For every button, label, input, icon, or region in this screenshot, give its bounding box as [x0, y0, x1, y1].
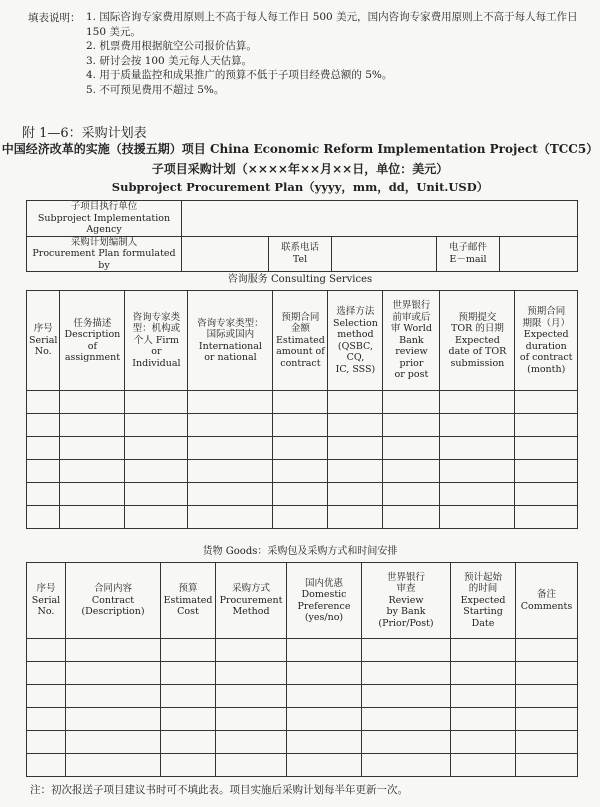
email-value-cell[interactable]: [500, 236, 578, 272]
table-row: [27, 391, 578, 414]
note-item: 4. 用于质量监控和成果推广的预算不低于子项目经费总额的 5%。: [86, 69, 393, 81]
header-serial: 序号 Serial No.: [27, 563, 66, 639]
header-bank-review: 世界银行 审查 Review by Bank (Prior/Post): [362, 563, 451, 639]
document-subtitle-en: Subproject Procurement Plan（yyyy，mm，dd，Unit.USD）: [111, 180, 489, 194]
footer-note: 注：初次报送子项目建议书时可不填此表。项目实施后采购计划每半年更新一次。: [30, 784, 408, 796]
document-title: 中国经济改革的实施（技援五期）项目 China Economic Reform Implementation Project（TCC5）: [1, 142, 599, 156]
note-item: 3. 研讨会按 100 美元每人天估算。: [86, 54, 253, 67]
formulated-by-label: 采购计划编制人 Procurement Plan formulated by: [27, 236, 182, 272]
table-row: [27, 754, 578, 777]
table-row: [27, 639, 578, 662]
header-tor-date: 预期提交 TOR 的日期 Expected date of TOR submission: [440, 291, 515, 391]
tel-label: 联系电话 Tel: [269, 236, 332, 272]
formulated-by-value-cell[interactable]: [182, 236, 269, 272]
header-starting-date: 预计起始 的时间 Expected Starting Date: [451, 563, 516, 639]
table-row: [27, 662, 578, 685]
appendix-label: 附 1—6：采购计划表: [22, 126, 147, 141]
note-item: 5. 不可预见费用不超过 5%。: [86, 83, 225, 96]
header-bank-review: 世界银行 前审或后 审 World Bank review prior or post: [383, 291, 440, 391]
tel-value-cell[interactable]: [332, 236, 437, 272]
document-subtitle: 子项目采购计划（××××年××月××日，单位：美元）: [151, 162, 449, 176]
table-row: [27, 437, 578, 460]
notes-heading: 填表说明：: [28, 12, 81, 24]
header-domestic-preference: 国内优惠 Domestic Preference (yes/no): [287, 563, 362, 639]
agency-label: 子项目执行单位 Subproject Implementation Agency: [27, 201, 182, 237]
table-row: [27, 460, 578, 483]
table-row: [27, 685, 578, 708]
consulting-services-table: [26, 290, 578, 529]
note-item: 1. 国际咨询专家费用原则上不高于每人每工作日 500 美元，国内咨询专家费用原则上不高于每人每工作日 150 美元。: [86, 11, 578, 38]
email-label: 电子邮件 E－mail: [437, 236, 500, 272]
header-amount: 预期合同 金额 Estimated amount of contract: [273, 291, 328, 391]
consulting-section-label: 咨询服务 Consulting Services: [227, 274, 373, 285]
notes-list: [86, 10, 586, 97]
agency-value-cell[interactable]: [182, 201, 578, 237]
table-row: [27, 708, 578, 731]
table-row: [27, 506, 578, 529]
note-item: 2. 机票费用根据航空公司报价估算。: [86, 40, 257, 52]
header-cost: 预算 Estimated Cost: [161, 563, 216, 639]
header-procurement-method: 采购方式 Procurement Method: [216, 563, 287, 639]
header-firm-individual: 咨询专家类 型：机构或 个人 Firm or Individual: [125, 291, 188, 391]
table-row: [27, 414, 578, 437]
goods-section-label: 货物 Goods：采购包及采购方式和时间安排: [202, 546, 398, 557]
table-row: [27, 731, 578, 754]
table-row: [27, 483, 578, 506]
goods-table: [26, 562, 578, 777]
agency-info-table: [26, 200, 578, 272]
header-comments: 备注 Comments: [516, 563, 578, 639]
header-duration: 预期合同 期限（月） Expected duration of contract (month): [515, 291, 578, 391]
header-selection-method: 选择方法 Selection method (QSBC, CQ, IC, SSS): [328, 291, 383, 391]
header-contract: 合同内容 Contract (Description): [66, 563, 161, 639]
header-description: 任务描述 Description of assignment: [60, 291, 125, 391]
header-serial: 序号 Serial No.: [27, 291, 60, 391]
header-international-national: 咨询专家类型： 国际或国内 International or national: [188, 291, 273, 391]
